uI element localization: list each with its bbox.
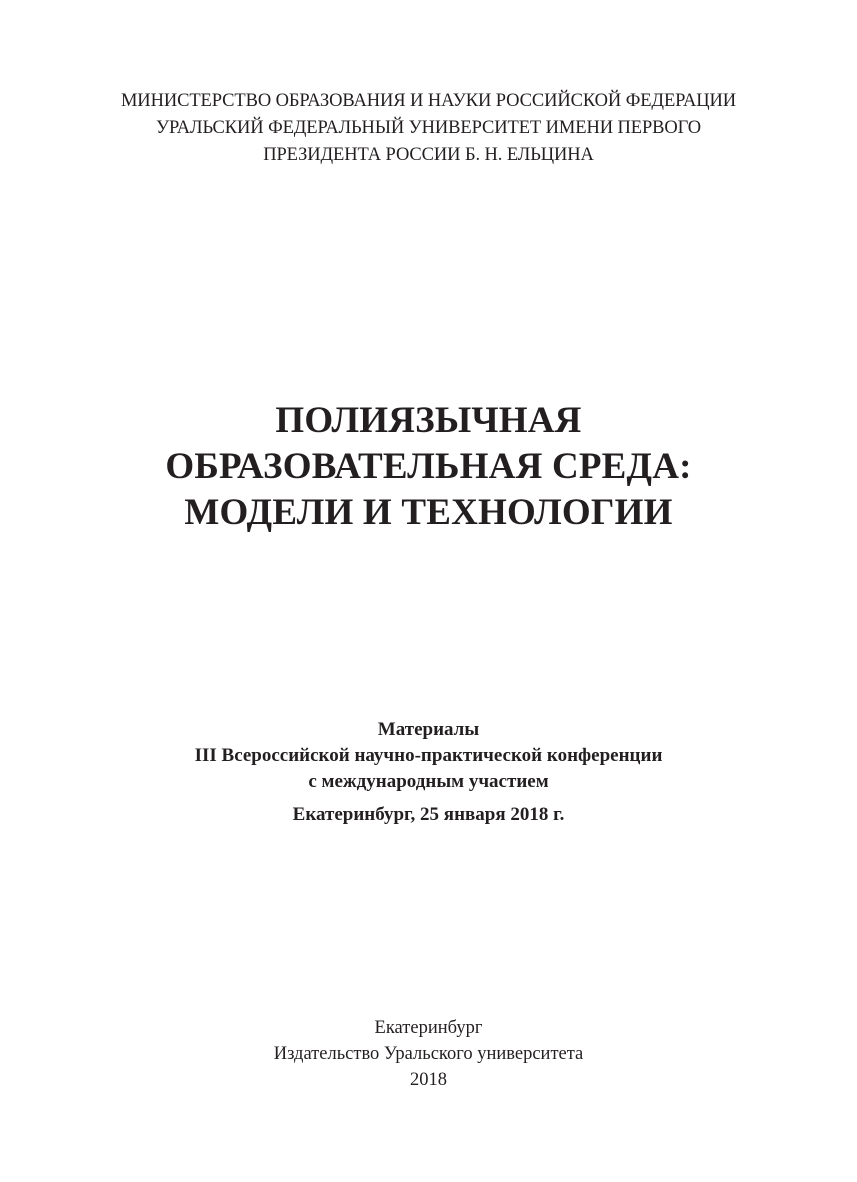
conference-line: III Всероссийской научно-практической конференции (194, 745, 663, 766)
title-line: ПОЛИЯЗЫЧНАЯ (275, 400, 582, 441)
title-line: МОДЕЛИ И ТЕХНОЛОГИИ (184, 492, 673, 533)
conference-line: с международным участием (308, 771, 549, 792)
header-line: МИНИСТЕРСТВО ОБРАЗОВАНИЯ И НАУКИ РОССИЙСКОЙ ФЕДЕРАЦИИ (120, 91, 737, 111)
conference-info (0, 717, 857, 828)
publication-year: 2018 (410, 1070, 447, 1090)
conference-place-date: Екатеринбург, 25 января 2018 г. (292, 804, 565, 825)
header-line: ПРЕЗИДЕНТА РОССИИ Б. Н. ЕЛЬЦИНА (263, 145, 594, 165)
conference-line: Материалы (377, 719, 480, 740)
publisher-footer (0, 1015, 857, 1093)
title-line: ОБРАЗОВАТЕЛЬНАЯ СРЕДА: (165, 446, 692, 487)
institution-header (0, 88, 857, 169)
publisher-name: Издательство Уральского университета (273, 1044, 584, 1064)
publication-city: Екатеринбург (374, 1018, 483, 1038)
document-title (0, 398, 857, 536)
header-line: УРАЛЬСКИЙ ФЕДЕРАЛЬНЫЙ УНИВЕРСИТЕТ ИМЕНИ ПЕРВОГО (155, 118, 702, 138)
